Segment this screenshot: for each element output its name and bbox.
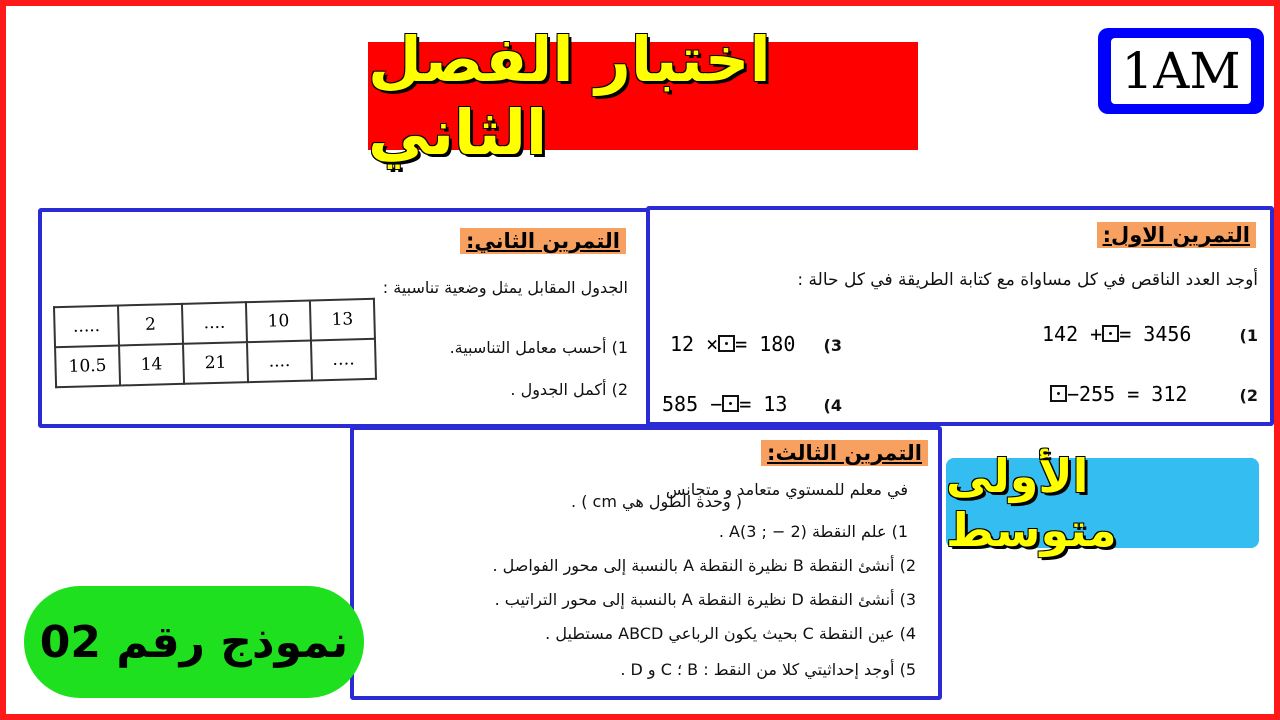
proportionality-table: [53, 298, 377, 388]
missing-number-box-icon: [1050, 385, 1067, 402]
table-cell: 10.5: [55, 346, 120, 388]
exercise3-question1: 1) علم النقطة A(3 ; − 2) .: [718, 522, 908, 541]
exercise3-question2: 2) أنشئ النقطة B نظيرة النقطة A بالنسبة إلى محور الفواصل .: [492, 556, 916, 575]
table-cell: ….: [311, 339, 376, 381]
exercise1-item2-equation: [1050, 382, 1187, 406]
exercise2-panel: [38, 208, 650, 428]
exercise3-question3: 3) أنشئ النقطة D نظيرة النقطة A بالنسبة إلى محور التراتيب .: [494, 590, 916, 609]
exercise1-item1-left: 142 +: [1042, 322, 1103, 346]
level-code-text: 1AM: [1111, 38, 1250, 104]
table-cell: ....: [247, 340, 312, 382]
exercise1-item4-right: = 13: [739, 392, 788, 416]
exercise3-intro-line1: في معلم للمستوي متعامد و متجانس: [665, 480, 908, 499]
exercise3-question5: 5) أوجد إحداثيتي كلا من النقط : B ؛ C و D .: [620, 660, 916, 679]
exercise1-item2-right: −255 = 312: [1067, 382, 1188, 406]
table-cell: .....: [54, 306, 119, 348]
missing-number-box-icon: [722, 395, 739, 412]
exercise1-item2-number: 2): [1239, 386, 1258, 405]
exercise1-item4-equation: [662, 392, 787, 416]
level-arabic-badge: [946, 449, 1259, 557]
exercise1-item1-equation: [1042, 322, 1191, 346]
title-banner: [368, 23, 918, 169]
missing-number-box-icon: [1102, 325, 1119, 342]
page-title: اختبار الفصل الثاني: [368, 23, 771, 169]
exercise1-item1-right: = 3456: [1119, 322, 1192, 346]
exercise1-panel: [646, 206, 1274, 426]
exercise3-heading: التمرين الثالث:: [761, 440, 928, 466]
table-cell: 10: [246, 301, 311, 343]
exercise1-heading: التمرين الاول:: [1097, 222, 1256, 248]
table-cell: 21: [183, 342, 248, 384]
model-number-text: نموذج رقم 02: [39, 616, 349, 668]
table-cell: 2: [118, 304, 183, 346]
table-cell: 13: [310, 299, 375, 341]
exercise3-panel: [350, 426, 942, 700]
exercise1-item3-equation: [670, 332, 795, 356]
exercise2-question2: 2) أكمل الجدول .: [510, 380, 628, 399]
table-row: [55, 339, 376, 387]
table-cell: 14: [119, 344, 184, 386]
model-number-badge: [24, 586, 364, 698]
table-cell: ....: [182, 302, 247, 344]
exercise2-heading: التمرين الثاني:: [460, 228, 626, 254]
exercise1-item3-right: = 180: [735, 332, 796, 356]
level-arabic-text: الأولى متوسط: [946, 449, 1117, 557]
exercise2-intro: الجدول المقابل يمثل وضعية تناسبية :: [382, 278, 628, 297]
level-code-badge: [1098, 28, 1264, 114]
exercise1-item1-number: 1): [1239, 326, 1258, 345]
exercise2-question1: 1) أحسب معامل التناسبية.: [449, 338, 628, 357]
exercise1-item4-left: 585 −: [662, 392, 723, 416]
exercise1-instruction: أوجد العدد الناقص في كل مساواة مع كتابة الطريقة في كل حالة :: [797, 270, 1258, 290]
exercise3-intro-line2: ( وحدة الطول هي cm ) .: [571, 492, 742, 511]
missing-number-box-icon: [718, 335, 735, 352]
exercise1-item3-left: 12 ×: [670, 332, 719, 356]
exercise1-item4-number: 4): [823, 396, 842, 415]
exercise3-question4: 4) عين النقطة C بحيث يكون الرباعي ABCD مستطيل .: [545, 624, 916, 643]
exercise1-item3-number: 3): [823, 336, 842, 355]
